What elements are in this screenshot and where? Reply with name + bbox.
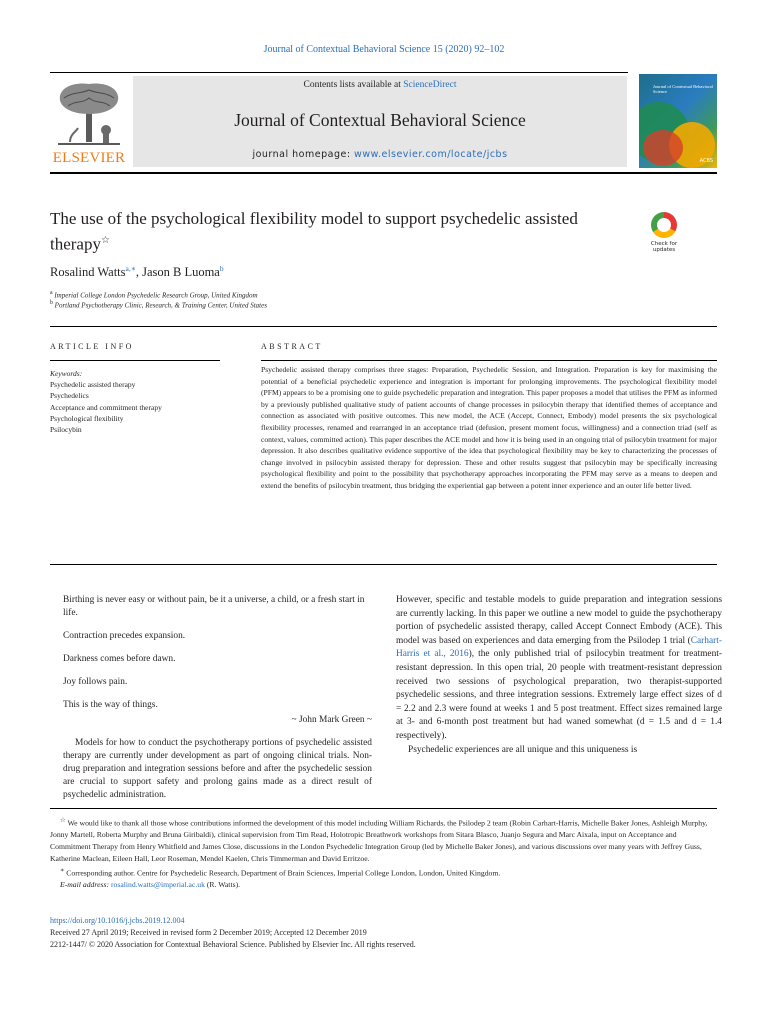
author-affiliation-mark[interactable]: a,∗ [125, 264, 136, 273]
footnote-text: Corresponding author. Centre for Psychedelic Research, Department of Brain Sciences, Imperial College London, London, United Kingdom. [66, 868, 501, 878]
check-updates-label: Check for updates [650, 241, 678, 253]
footnote-mark: ☆ [60, 817, 66, 824]
elsevier-wordmark: ELSEVIER [52, 150, 126, 166]
affiliation-text: Portland Psychotherapy Clinic, Research, & Training Center, United States [54, 301, 267, 310]
journal-title: Journal of Contextual Behavioral Science [234, 110, 526, 130]
affiliation-b [50, 300, 267, 309]
footnote-text: We would like to thank all those whose contributions informed the development of this model including William Richards, the Psilodep 2 team (Robin Carhart-Harris, Michelle Baker Jones, Ashleigh Murphy, Jonny Martell, Roberta Murphy and Bruna Giribaldi), clinical supervision from Tim Read, Holotropic Breathwork workshops from Sitara Blasco, Juanjo Segura and Marc Aixala, input on Acceptance and Commitment Therapy from Henry Whitfield and James Close, discussions in the London Psychedelic Integration Group (led by Michelle Baker Jones), and various discussions over many years with Jeffrey Guss, Katherine Maclean, Eileen Hall, Leor Roseman, Mendel Kaelen, Chris Timmerman and David Erritzoe. [50, 818, 708, 863]
acknowledgement-footnote [50, 815, 717, 865]
epigraph-line: This is the way of things. [63, 700, 158, 710]
contents-line [133, 80, 627, 90]
footnote-mark: ∗ [60, 866, 65, 874]
abstract-bottom-rule [50, 564, 717, 565]
check-updates-icon [651, 212, 677, 238]
journal-homepage-line [133, 149, 627, 160]
journal-homepage-link[interactable]: www.elsevier.com/locate/jcbs [354, 149, 508, 160]
epigraph-line: Contraction precedes expansion. [63, 631, 186, 641]
sciencedirect-link[interactable]: ScienceDirect [403, 80, 457, 90]
email-label: E-mail address: [60, 880, 110, 890]
journal-cover-image[interactable] [639, 74, 717, 168]
keyword-item: Psychedelics [50, 391, 89, 401]
body-paragraph: Psychedelic experiences are all unique and this uniqueness is [408, 744, 638, 755]
epigraph-line: Birthing is never easy or without pain, be it a universe, a child, or a fresh start in life. [63, 595, 365, 618]
header-top-rule [50, 72, 628, 73]
epigraph-line: Joy follows pain. [63, 677, 128, 687]
email-link[interactable]: rosalind.watts@imperial.ac.uk [110, 880, 205, 890]
affiliation-mark: b [50, 300, 53, 306]
check-for-updates-button[interactable] [641, 212, 687, 262]
body-left-column [63, 594, 372, 802]
affiliation-mark: a [50, 290, 53, 296]
email-footnote [50, 879, 717, 891]
epigraph-attribution: ~ John Mark Green ~ [291, 715, 372, 725]
body-text: ), the only published trial of psilocybin treatment for treatment-resistant depression. In this open trial, 20 people with treatment-resistant depression received two sessions of psychological preparation, two therapist-supported psychedelic sessions, and three integration sessions. Extremely large effect sizes of d = 2.2 and 2.3 were found at weeks 1 and 5 post treatment. Effect sizes remained large at 3- and 6-month post treatment but had waned somewhat (d = 1.5 and d = 1.4 respectively). [396, 649, 722, 741]
epigraph-line: Darkness comes before dawn. [63, 654, 176, 664]
article-meta [50, 915, 416, 951]
abstract-rule [261, 360, 717, 361]
doi-link[interactable]: https://doi.org/10.1016/j.jcbs.2019.12.004 [50, 916, 185, 925]
keywords-label: Keywords: [50, 369, 83, 378]
journal-citation-link[interactable]: Journal of Contextual Behavioral Science 15 (2020) 92–102 [263, 44, 505, 55]
body-paragraph: Models for how to conduct the psychotherapy portions of psychedelic assisted therapy are currently under development as part of ongoing clinical trials. Non-drug preparation and integration sessions before and after the psychedelic session are crucial to support safety and prolong gains made as a direct result of psychedelic administration. [63, 738, 372, 800]
author-name[interactable]: Rosalind Watts [50, 265, 126, 280]
article-history: Received 27 April 2019; Received in revised form 2 December 2019; Accepted 12 December 2019 [50, 928, 367, 937]
affiliation-text: Imperial College London Psychedelic Research Group, United Kingdom [54, 291, 258, 300]
keyword-item: Psychological flexibility [50, 413, 124, 423]
cover-acbs-logo: ACBS [699, 158, 713, 164]
title-footnote-mark[interactable]: ☆ [100, 235, 110, 246]
keyword-item: Psychedelic assisted therapy [50, 380, 136, 390]
body-text: However, specific and testable models to guide preparation and integration sessions are currently lacking. In this paper we outline a new model to guide the psychotherapy portion of psychedelic assisted therapy, called Accept Connect Embody (ACE). This model was based on experiences and data emerging from the Psilodep 1 trial ( [396, 595, 722, 646]
corresponding-author-footnote [50, 865, 717, 879]
body-right-column [396, 594, 722, 757]
keywords-list [50, 368, 225, 435]
author-list [50, 264, 224, 280]
cover-graphic-shape [643, 130, 683, 166]
article-info-rule [50, 360, 220, 361]
footnote-rule [50, 808, 717, 809]
author-name[interactable]: Jason B Luoma [142, 265, 220, 280]
elsevier-logo [50, 78, 128, 168]
email-suffix: (R. Watts). [204, 880, 241, 890]
keyword-item: Psilocybin [50, 425, 82, 435]
author-affiliation-mark[interactable]: b [219, 264, 224, 273]
copyright-line: 2212-1447/ © 2020 Association for Contextual Behavioral Science. Published by Elsevier Inc. All rights reserved. [50, 940, 416, 949]
abstract-heading: ABSTRACT [261, 342, 323, 351]
citation-link[interactable]: Carhart-Harris et al., 2016 [396, 635, 722, 660]
keyword-item: Acceptance and commitment therapy [50, 402, 162, 412]
abstract-text: Psychedelic assisted therapy comprises three stages: Preparation, Psychedelic Session, and Integration. Preparation is key for maximising the potential of a beneficial psychedelic experience and integration is important for prolonging improvements. The psychological flexibility model (PFM) appears to be a promising one to guide psychedelic preparation and integration. This paper proposes a model that utilises the PFM as informed by a previously published qualitative study of patient accounts of change processes in psilocybin therapy that identified themes of acceptance and connection as associated with positive outcomes. This new model, the ACE (Accept, Connect, Embody) model presents the six psychological flexibility processes, renamed and rearranged in an acceptance triad (defusion, present moment focus, willingness) and a connection triad (self as context, values, committed action). This paper describes the ACE model and how it is being used in an ongoing trial of psilocybin treatment for major depression. It also describes qualitative evidence supportive of the idea that psychological flexibility may be key to characterizing the processes of change involved in psilocybin assisted therapy for depression. These and other results suggest that psilocybin may be specifically increasing psychological flexibility and point to the possibility that psychotherapy approaches incorporating the PFM may serve as a means to deepen and extend the benefits of psilocybin treatment, thus bridging the experiential gap between a potent inner experience and an outer life better lived. [261, 365, 717, 490]
author-separator: , [135, 265, 143, 280]
body-paragraph [396, 594, 722, 744]
article-info-top-rule [50, 326, 717, 327]
contents-prefix: Contents lists available at [303, 80, 404, 90]
homepage-prefix: journal homepage: [252, 149, 355, 160]
article-title [50, 208, 640, 256]
journal-header-band [133, 76, 627, 167]
footnotes [50, 815, 717, 891]
article-title-text: The use of the psychological flexibility model to support psychedelic assisted therapy [50, 209, 578, 254]
cover-journal-name: Journal of Contextual Behavioral Science [653, 84, 713, 94]
affiliation-a [50, 290, 258, 299]
header-bottom-rule [50, 172, 717, 174]
elsevier-tree-icon [50, 78, 128, 150]
article-info-heading: ARTICLE INFO [50, 342, 134, 351]
